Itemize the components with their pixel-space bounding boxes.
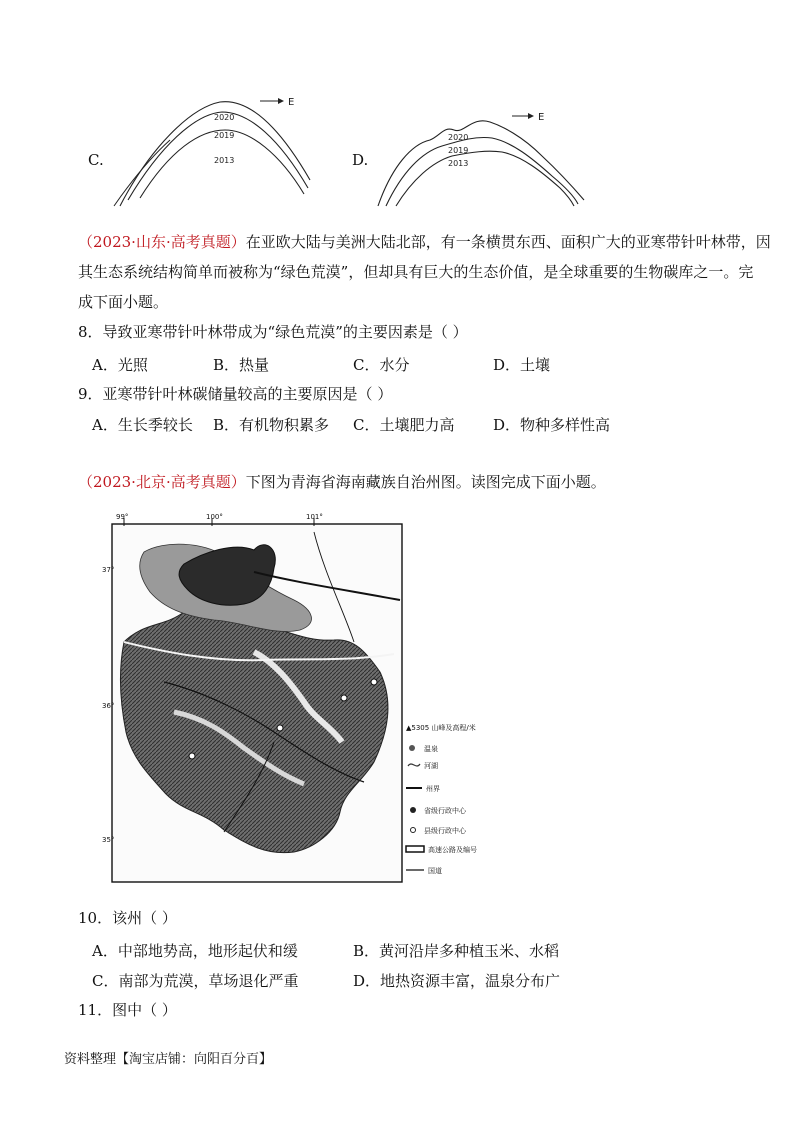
passage1-line2: 其生态系统结构简单而被称为“绿色荒漠”，但却具有巨大的生态价值，是全球重要的生物碳库之一。完 — [78, 263, 754, 281]
figure-c-label: C. — [88, 151, 104, 169]
legend-provincial-center: 省级行政中心 — [424, 807, 466, 815]
lat-label-35: 35° — [102, 836, 115, 844]
figure-d-arrow-label: E — [538, 112, 545, 123]
question-11-stem: 11．图中（ ） — [78, 1001, 177, 1019]
figure-c-arrow-label: E — [288, 97, 295, 108]
lat-label-36: 36° — [102, 702, 115, 710]
question-9-option-b[interactable]: B．有机物积累多 — [213, 416, 330, 434]
question-9-stem: 9．亚寒带针叶林碳储量较高的主要原因是（ ） — [78, 385, 393, 403]
figure-d-label: D. — [352, 151, 369, 169]
legend-expressway: 高速公路及编号 — [428, 846, 477, 854]
legend-river-lake: 河湖 — [424, 762, 438, 770]
lon-label-101: 101° — [306, 513, 323, 521]
lon-label-100: 100° — [206, 513, 223, 521]
question-9-option-d[interactable]: D．物种多样性高 — [493, 416, 611, 434]
figure-d-year-2: 2019 — [448, 146, 469, 155]
legend-hot-spring: 温泉 — [424, 745, 438, 753]
passage2: （2023·北京·高考真题）下图为青海省海南藏族自治州图。读图完成下面小题。 — [78, 473, 606, 491]
hainan-prefecture-map — [104, 512, 510, 886]
question-8-option-a[interactable]: A．光照 — [92, 356, 148, 374]
figure-c-year-1: 2020 — [214, 113, 235, 122]
question-10-option-a[interactable]: A．中部地势高，地形起伏和缓 — [92, 942, 298, 960]
passage2-source: （2023·北京·高考真题） — [78, 473, 246, 491]
legend-national-road: 国道 — [428, 867, 442, 875]
figure-d-year-3: 2013 — [448, 159, 469, 168]
passage1-source: （2023·山东·高考真题） — [78, 233, 246, 251]
question-10-stem: 10．该州（ ） — [78, 909, 177, 927]
figure-c-year-2: 2019 — [214, 131, 235, 140]
passage1-line3: 成下面小题。 — [78, 293, 169, 311]
question-10-option-c[interactable]: C．南部为荒漠，草场退化严重 — [92, 972, 299, 990]
question-10-option-b[interactable]: B．黄河沿岸多种植玉米、水稻 — [353, 942, 560, 960]
map-legend — [406, 723, 477, 875]
legend-peak: ▲5305 山峰及高程/米 — [406, 724, 476, 732]
question-8-option-d[interactable]: D．土壤 — [493, 356, 551, 374]
question-10-option-d[interactable]: D．地热资源丰富，温泉分布广 — [353, 972, 561, 990]
lat-label-37: 37° — [102, 566, 115, 574]
footer-note: 资料整理【淘宝店铺：向阳百分百】 — [64, 1052, 273, 1067]
legend-county-center: 县级行政中心 — [424, 827, 466, 835]
question-8-option-c[interactable]: C．水分 — [353, 356, 410, 374]
figure-c-year-3: 2013 — [214, 156, 235, 165]
legend-prefecture-border: 州界 — [426, 785, 440, 793]
passage1-line1: （2023·山东·高考真题）在亚欧大陆与美洲大陆北部，有一条横贯东西、面积广大的亚寒带针叶林带，因 — [78, 233, 771, 251]
lon-label-99: 99° — [116, 513, 129, 521]
figure-d-year-1: 2020 — [448, 133, 469, 142]
question-9-option-a[interactable]: A．生长季较长 — [92, 416, 193, 434]
question-8-option-b[interactable]: B．热量 — [213, 356, 270, 374]
figure-c-contours — [110, 88, 330, 208]
question-9-option-c[interactable]: C．土壤肥力高 — [353, 416, 455, 434]
question-8-stem: 8．导致亚寒带针叶林带成为“绿色荒漠”的主要因素是（ ） — [78, 323, 468, 341]
figure-d-contours — [372, 96, 592, 208]
